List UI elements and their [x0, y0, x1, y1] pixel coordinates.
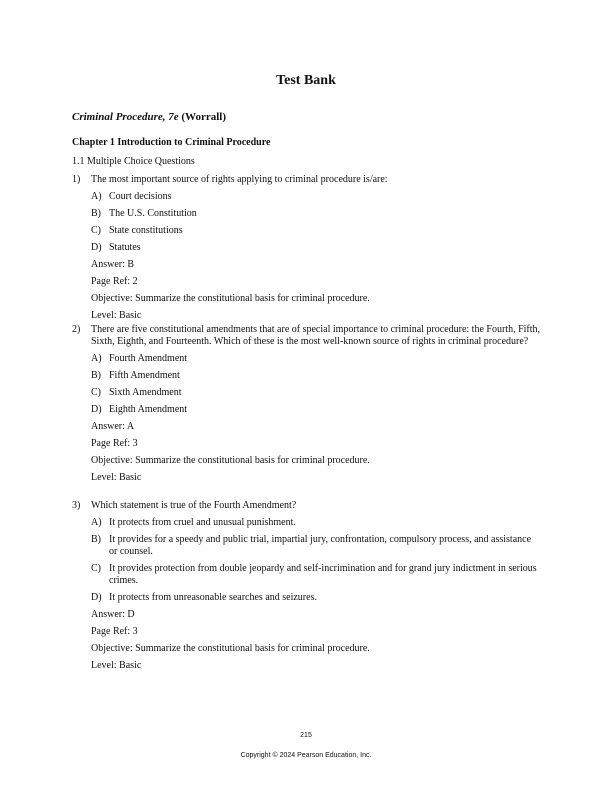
book-heading — [72, 110, 226, 124]
option-d — [91, 242, 540, 254]
answer: Answer: D — [91, 609, 135, 620]
option-letter: B) — [91, 208, 101, 219]
page-ref: Page Ref: 2 — [91, 276, 138, 287]
objective: Objective: Summarize the constitutional basis for criminal procedure. — [91, 293, 370, 304]
option-c — [91, 387, 540, 399]
answer: Answer: B — [91, 259, 135, 270]
option-b — [91, 534, 540, 558]
question-stem — [72, 174, 540, 186]
option-text: It provides for a speedy and public trial, impartial jury, confrontation, compulsory process, and assistance or counsel. — [109, 534, 532, 557]
option-text: Statutes — [109, 242, 141, 253]
question-text: There are five constitutional amendments that are of special importance to criminal procedure: the Fourth, Fifth, Sixth, Eighth, and Fourteenth. Which of these is the most well-known source of rights in criminal procedure? — [91, 324, 541, 347]
option-letter: C) — [91, 387, 101, 398]
page-ref: Page Ref: 3 — [91, 626, 138, 637]
question-stem — [72, 324, 540, 348]
question-number: 1) — [72, 174, 81, 185]
question-3 — [72, 500, 540, 672]
page-ref: Page Ref: 3 — [91, 438, 138, 449]
option-a — [91, 517, 540, 529]
question-text: The most important source of rights applying to criminal procedure is/are: — [91, 174, 388, 185]
option-c — [91, 225, 540, 237]
option-letter: A) — [91, 353, 102, 364]
option-d — [91, 592, 540, 604]
page-number: 215 — [300, 732, 312, 739]
section-heading: 1.1 Multiple Choice Questions — [72, 156, 195, 167]
option-a — [91, 353, 540, 365]
option-text: Fifth Amendment — [109, 370, 180, 381]
option-text: It provides protection from double jeopardy and self-incrimination and for grand jury indictment in serious crimes. — [109, 563, 537, 586]
option-letter: B) — [91, 370, 101, 381]
question-number: 3) — [72, 500, 81, 511]
option-letter: D) — [91, 242, 102, 253]
book-author: (Worrall) — [181, 111, 226, 123]
option-b — [91, 370, 540, 382]
option-text: It protects from cruel and unusual punishment. — [109, 517, 296, 528]
question-text: Which statement is true of the Fourth Amendment? — [91, 500, 297, 511]
option-letter: C) — [91, 563, 101, 574]
question-1 — [72, 174, 540, 322]
level: Level: Basic — [91, 310, 142, 321]
option-text: Fourth Amendment — [109, 353, 188, 364]
option-text: Court decisions — [109, 191, 172, 202]
book-title: Criminal Procedure, 7e — [72, 111, 179, 123]
option-text: Sixth Amendment — [109, 387, 182, 398]
option-a — [91, 191, 540, 203]
option-d — [91, 404, 540, 416]
option-letter: C) — [91, 225, 101, 236]
page-title: Test Bank — [276, 73, 336, 88]
option-b — [91, 208, 540, 220]
option-letter: D) — [91, 404, 102, 415]
question-stem — [72, 500, 540, 512]
option-text: The U.S. Constitution — [109, 208, 197, 219]
option-letter: A) — [91, 517, 102, 528]
option-text: State constitutions — [109, 225, 183, 236]
option-letter: B) — [91, 534, 101, 545]
option-text: Eighth Amendment — [109, 404, 188, 415]
answer: Answer: A — [91, 421, 135, 432]
chapter-heading: Chapter 1 Introduction to Criminal Procedure — [72, 137, 271, 148]
option-letter: D) — [91, 592, 102, 603]
question-2 — [72, 324, 540, 484]
level: Level: Basic — [91, 660, 142, 671]
copyright-notice: Copyright © 2024 Pearson Education, Inc. — [240, 752, 372, 759]
level: Level: Basic — [91, 472, 142, 483]
objective: Objective: Summarize the constitutional basis for criminal procedure. — [91, 455, 370, 466]
option-text: It protects from unreasonable searches and seizures. — [109, 592, 317, 603]
objective: Objective: Summarize the constitutional basis for criminal procedure. — [91, 643, 370, 654]
option-c — [91, 563, 540, 587]
option-letter: A) — [91, 191, 102, 202]
question-number: 2) — [72, 324, 81, 335]
